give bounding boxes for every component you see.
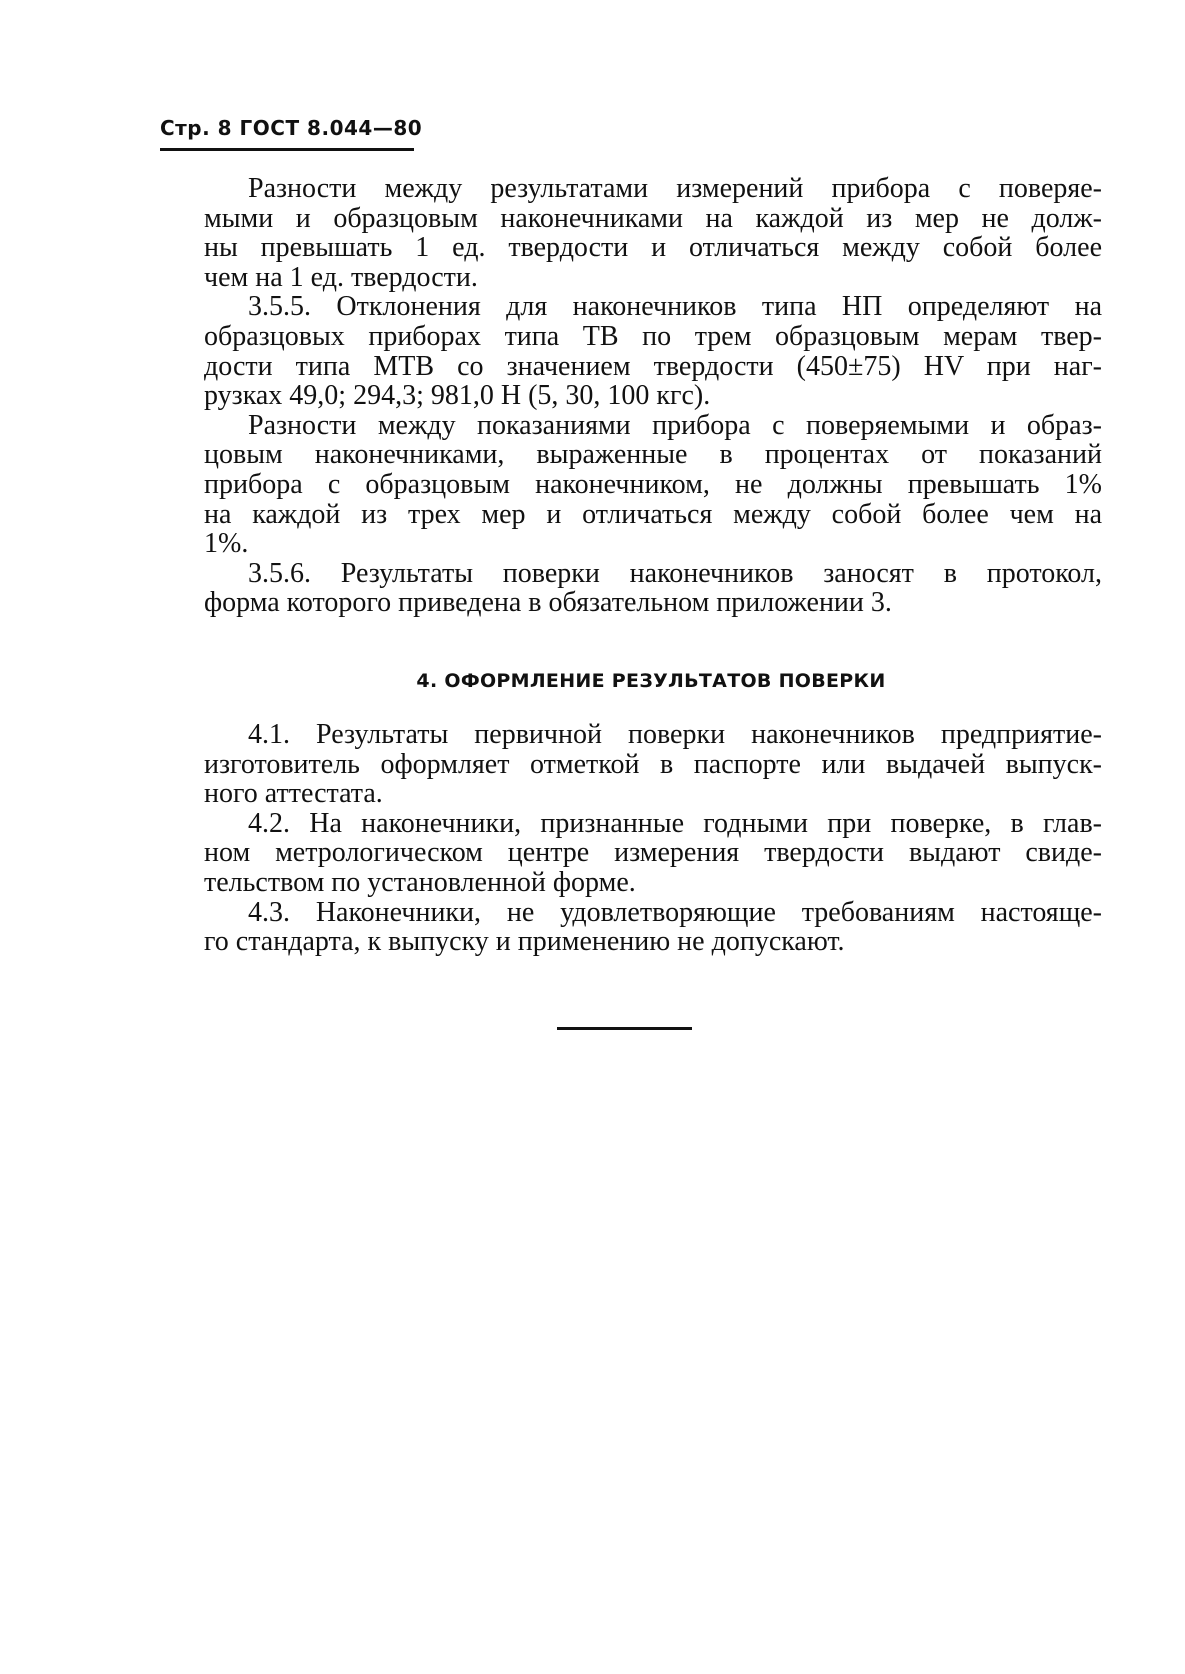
text-line: дости типа МТВ со значением твердости (450±75) HV при наг- (204, 350, 1102, 382)
text-line: Разности между результатами измерений прибора с поверяе- (248, 173, 1102, 204)
text-line: ного аттестата. (204, 778, 383, 810)
text-line: прибора с образцовым наконечником, не должны превышать 1% (204, 468, 1102, 500)
text-line: 3.5.6. Результаты поверки наконечников заносят в протокол, (248, 557, 1102, 589)
paragraph-3-5-5 (160, 292, 1102, 410)
text-line: ном метрологическом центре измерения твердости выдают свиде- (204, 837, 1102, 869)
text-line: тельством по установленной форме. (204, 866, 636, 898)
paragraph-4-2 (160, 809, 1102, 898)
text-line: чем на 1 ед. твердости. (204, 261, 478, 293)
paragraph-hardness-differences (160, 174, 1102, 292)
text-line: цовым наконечниками, выраженные в процентах от показаний (204, 439, 1102, 471)
text-line: 4.3. Наконечники, не удовлетворяющие требованиям настояще- (248, 896, 1102, 928)
running-head: Стр. 8 ГОСТ 8.044—80 (160, 116, 423, 140)
paragraph-reading-differences (160, 411, 1102, 559)
text-line: 4.1. Результаты первичной поверки наконечников предприятие- (248, 719, 1102, 750)
text-line: на каждой из трех мер и отличаться между собой более чем на (204, 498, 1102, 530)
text-line: ны превышать 1 ед. твердости и отличаться между собой более (204, 232, 1102, 264)
text-line: 4.2. На наконечники, признанные годными при поверке, в глав- (248, 807, 1102, 839)
header-rule (160, 148, 414, 151)
text-line: го стандарта, к выпуску и применению не допускают. (204, 926, 845, 958)
text-line: изготовитель оформляет отметкой в паспорте или выдачей выпуск- (204, 748, 1102, 780)
text-line: Разности между показаниями прибора с поверяемыми и образ- (248, 409, 1102, 441)
text-line: 1%. (204, 528, 249, 560)
text-line: образцовых приборах типа ТВ по трем образцовым мерам твер- (204, 320, 1102, 352)
paragraph-3-5-6 (160, 559, 1102, 618)
section-3-text (160, 174, 1102, 618)
text-line: мыми и образцовым наконечниками на каждой из мер не долж- (204, 202, 1102, 234)
section-4-text (160, 720, 1102, 957)
section-4-title: 4. ОФОРМЛЕНИЕ РЕЗУЛЬТАТОВ ПОВЕРКИ (416, 670, 886, 692)
paragraph-4-1 (160, 720, 1102, 809)
text-line: форма которого приведена в обязательном приложении 3. (204, 587, 892, 619)
end-rule (557, 1027, 692, 1030)
text-line: 3.5.5. Отклонения для наконечников типа НП определяют на (248, 291, 1102, 323)
text-line: рузках 49,0; 294,3; 981,0 Н (5, 30, 100 кгс). (204, 380, 711, 412)
paragraph-4-3 (160, 898, 1102, 957)
